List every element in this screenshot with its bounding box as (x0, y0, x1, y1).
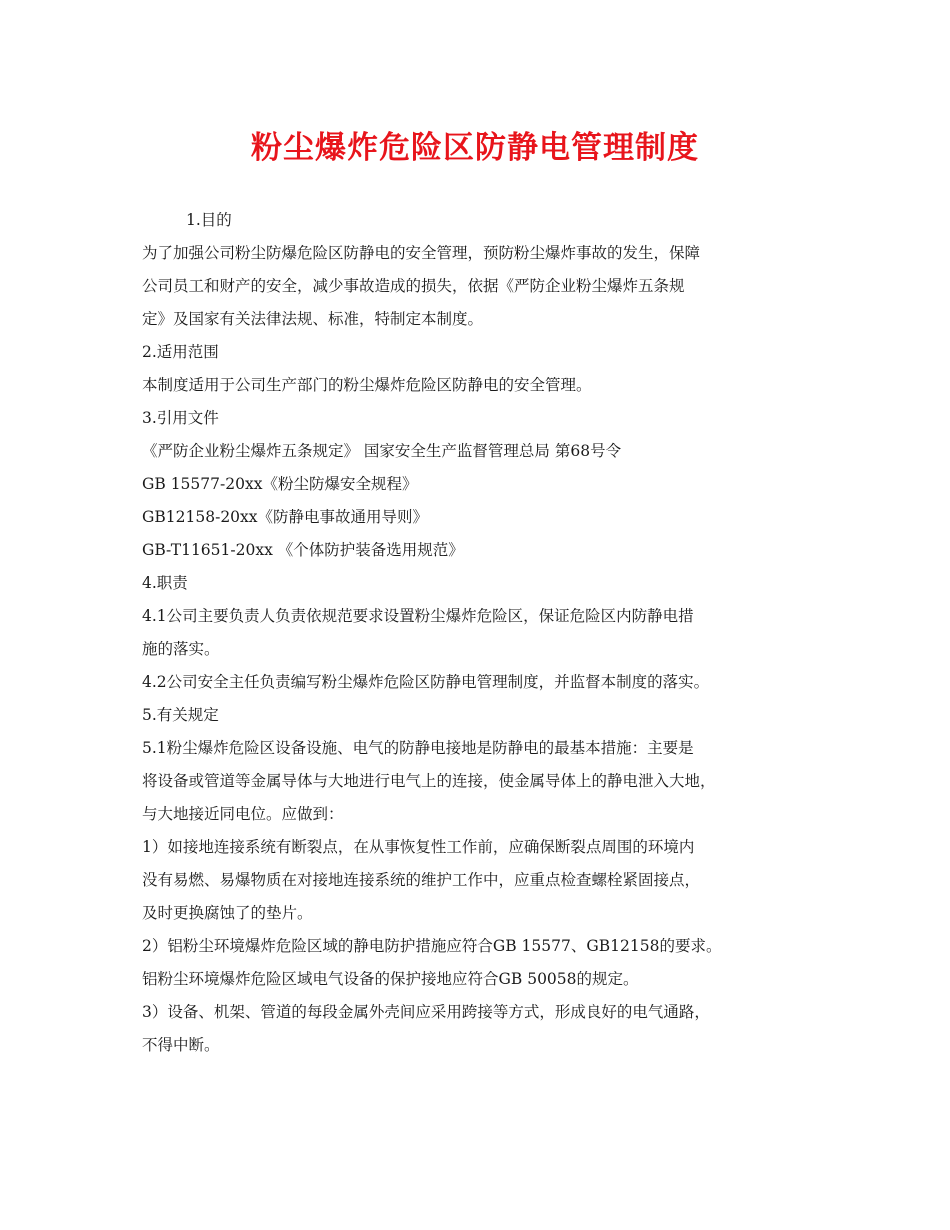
section-heading-scope: 2.适用范围 (142, 343, 219, 361)
paragraph-line: 没有易燃、易爆物质在对接地连接系统的维护工作中，应重点检查螺栓紧固接点， (142, 871, 701, 889)
reference-item: 《严防企业粉尘爆炸五条规定》 国家安全生产监督管理总局 第68号令 (142, 442, 622, 460)
section-heading-references: 3.引用文件 (142, 409, 219, 427)
reference-item: GB 15577-20xx《粉尘防爆安全规程》 (142, 475, 418, 493)
document-body (142, 204, 832, 1062)
paragraph-line: 铝粉尘环境爆炸危险区域电气设备的保护接地应符合GB 50058的规定。 (142, 970, 639, 988)
paragraph-line: 及时更换腐蚀了的垫片。 (142, 904, 313, 922)
paragraph-line: 为了加强公司粉尘防爆危险区防静电的安全管理，预防粉尘爆炸事故的发生，保障 (142, 244, 701, 262)
reference-item: GB-T11651-20xx 《个体防护装备选用规范》 (142, 541, 464, 559)
paragraph-line: 施的落实。 (142, 640, 220, 658)
paragraph-line: 与大地接近同电位。应做到： (142, 805, 344, 823)
section-heading-responsibilities: 4.职责 (142, 574, 188, 592)
paragraph-line: 定》及国家有关法律法规、标准，特制定本制度。 (142, 310, 484, 328)
paragraph-line: 4.2公司安全主任负责编写粉尘爆炸危险区防静电管理制度，并监督本制度的落实。 (142, 673, 710, 691)
paragraph-line: 不得中断。 (142, 1036, 220, 1054)
paragraph-line: 将设备或管道等金属导体与大地进行电气上的连接，使金属导体上的静电泄入大地， (142, 772, 716, 790)
paragraph-line: 本制度适用于公司生产部门的粉尘爆炸危险区防静电的安全管理。 (142, 376, 592, 394)
section-heading-regulations: 5.有关规定 (142, 706, 219, 724)
paragraph-line: 1）如接地连接系统有断裂点，在从事恢复性工作前，应确保断裂点周围的环境内 (142, 838, 695, 856)
paragraph-line: 2）铝粉尘环境爆炸危险区域的静电防护措施应符合GB 15577、GB12158的要求。 (142, 937, 722, 955)
document-title: 粉尘爆炸危险区防静电管理制度 (251, 130, 699, 166)
reference-item: GB12158-20xx《防静电事故通用导则》 (142, 508, 429, 526)
section-heading-purpose: 1.目的 (186, 211, 232, 229)
paragraph-line: 公司员工和财产的安全，减少事故造成的损失，依据《严防企业粉尘爆炸五条规 (142, 277, 685, 295)
paragraph-line: 5.1粉尘爆炸危险区设备设施、电气的防静电接地是防静电的最基本措施：主要是 (142, 739, 694, 757)
paragraph-line: 4.1公司主要负责人负责依规范要求设置粉尘爆炸危险区，保证危险区内防静电措 (142, 607, 694, 625)
paragraph-line: 3）设备、机架、管道的每段金属外壳间应采用跨接等方式，形成良好的电气通路， (142, 1003, 710, 1021)
